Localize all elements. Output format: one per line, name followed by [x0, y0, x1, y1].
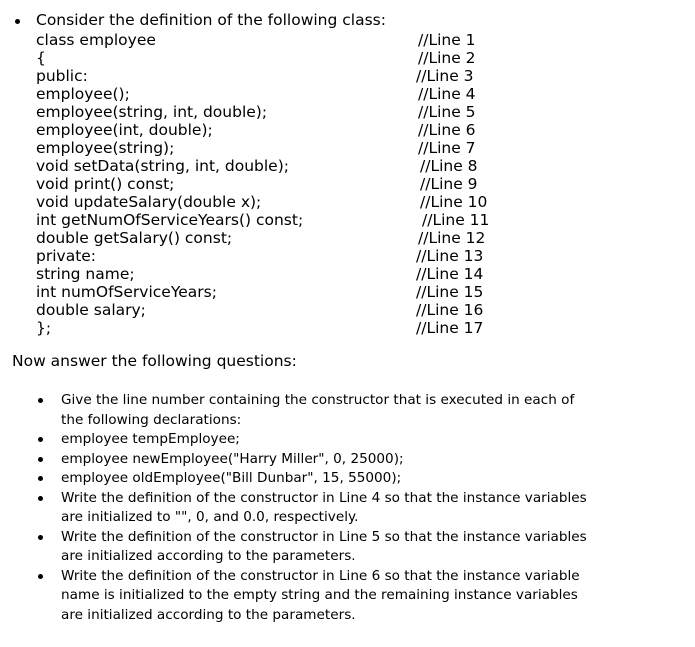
code-line — [36, 247, 516, 265]
code-text: void setData(string, int, double); — [36, 157, 289, 175]
line-number-label: //Line 9 — [420, 175, 478, 193]
code-text: { — [36, 49, 46, 67]
question-title: Consider the definition of the following class: — [36, 11, 386, 29]
line-number-label: //Line 10 — [420, 193, 488, 211]
code-line — [36, 31, 516, 49]
code-text: int getNumOfServiceYears() const; — [36, 211, 304, 229]
question-item: Write the definition of the constructor in Line 5 so that the instance variables are initialized according to the parameters. — [36, 528, 596, 567]
code-text: void print() const; — [36, 175, 175, 193]
code-text: employee(int, double); — [36, 121, 213, 139]
question-item: employee tempEmployee; — [36, 430, 596, 450]
code-line — [36, 265, 516, 283]
code-text: string name; — [36, 265, 135, 283]
code-text: private: — [36, 247, 97, 265]
line-number-label: //Line 6 — [418, 121, 476, 139]
code-line — [36, 121, 516, 139]
question-list — [36, 391, 596, 625]
question-item: Write the definition of the constructor in Line 4 so that the instance variables are initialized to "", 0, and 0.0, respectively. — [36, 489, 596, 528]
instructions-intro: Now answer the following questions: — [12, 352, 297, 370]
line-number-label: //Line 7 — [418, 139, 476, 157]
line-number-label: //Line 14 — [416, 265, 484, 283]
question-item: employee newEmployee("Harry Miller", 0, 25000); — [36, 450, 596, 470]
code-line — [36, 49, 516, 67]
line-number-label: //Line 11 — [422, 211, 490, 229]
code-text: int numOfServiceYears; — [36, 283, 217, 301]
question-item: Write the definition of the constructor in Line 6 so that the instance variable name is initialized to the empty string and the remaining instance variables are initialized according to the parameters. — [36, 567, 596, 626]
line-number-label: //Line 3 — [416, 67, 474, 85]
code-line — [36, 283, 516, 301]
line-number-label: //Line 17 — [416, 319, 484, 337]
bullet-dot — [15, 19, 20, 24]
line-number-label: //Line 15 — [416, 283, 484, 301]
code-listing — [36, 31, 516, 337]
line-number-label: //Line 4 — [418, 85, 476, 103]
line-number-label: //Line 1 — [418, 31, 476, 49]
code-line — [36, 67, 516, 85]
line-number-label: //Line 8 — [420, 157, 478, 175]
question-item: Give the line number containing the constructor that is executed in each of the following declarations: — [36, 391, 596, 430]
code-line — [36, 229, 516, 247]
code-line — [36, 103, 516, 121]
line-number-label: //Line 5 — [418, 103, 476, 121]
code-line — [36, 193, 516, 211]
code-text: void updateSalary(double x); — [36, 193, 262, 211]
code-text: class employee — [36, 31, 156, 49]
question-item: employee oldEmployee("Bill Dunbar", 15, 55000); — [36, 469, 596, 489]
line-number-label: //Line 2 — [418, 49, 476, 67]
code-text: employee(string); — [36, 139, 175, 157]
code-text: }; — [36, 319, 52, 337]
line-number-label: //Line 13 — [416, 247, 484, 265]
line-number-label: //Line 12 — [418, 229, 486, 247]
code-text: employee(); — [36, 85, 130, 103]
code-line — [36, 211, 516, 229]
code-line — [36, 139, 516, 157]
code-text: double salary; — [36, 301, 146, 319]
code-line — [36, 175, 516, 193]
code-line — [36, 157, 516, 175]
code-line — [36, 319, 516, 337]
code-text: double getSalary() const; — [36, 229, 233, 247]
code-text: public: — [36, 67, 88, 85]
code-line — [36, 85, 516, 103]
code-line — [36, 301, 516, 319]
code-text: employee(string, int, double); — [36, 103, 268, 121]
line-number-label: //Line 16 — [416, 301, 484, 319]
